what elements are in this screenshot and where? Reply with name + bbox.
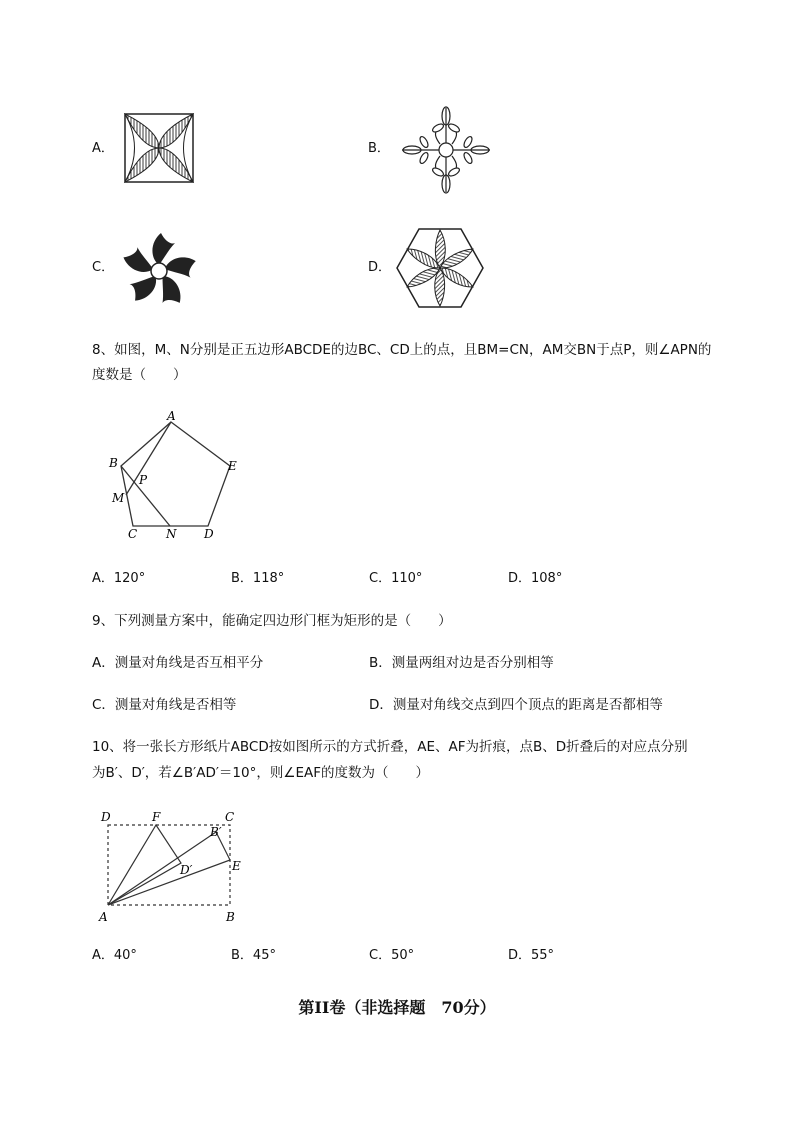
q10-stem-line2: 为B′、D′，若∠B′AD′＝10°，则∠EAF的度数为（ ）	[92, 765, 429, 781]
q8-stem-line2: 度数是（ ）	[92, 367, 187, 383]
q8-label-B: B	[109, 456, 118, 470]
q9-option-d: D．测量对角线交点到四个顶点的距离是否都相等	[369, 697, 663, 713]
q10-label-A: A	[99, 910, 108, 924]
q10-label-Dprime: D′	[180, 863, 193, 877]
q8-label-A: A	[167, 409, 176, 423]
q8-label-C: C	[128, 527, 138, 541]
q8-option-a: A．120°	[92, 571, 146, 586]
q10-label-C: C	[225, 810, 235, 824]
q7-option-c-figure	[117, 229, 201, 313]
q9-option-a: A．测量对角线是否互相平分	[92, 655, 264, 671]
q7-option-a-label: A．	[92, 141, 114, 156]
section2-title: 第II卷（非选择题 70分）	[298, 998, 496, 1017]
q8-label-P: P	[139, 473, 148, 487]
q7-option-d-label: D．	[368, 260, 392, 275]
q10-option-d: D．55°	[508, 948, 555, 963]
q8-label-M: M	[112, 491, 125, 505]
q8-label-N: N	[166, 527, 177, 541]
q10-label-D: D	[101, 810, 111, 824]
q10-label-B: B	[226, 910, 235, 924]
q8-stem-line1: 8、如图，M、N分别是正五边形ABCDE的边BC、CD上的点，且BM=CN，AM交BN于点P，则∠APN的	[92, 342, 712, 358]
q10-option-c: C．50°	[369, 948, 415, 963]
q10-option-a: A．40°	[92, 948, 137, 963]
q8-option-c: C．110°	[369, 571, 423, 586]
q10-label-E: E	[232, 859, 241, 873]
q8-label-E: E	[228, 459, 237, 473]
q10-label-Bprime: B′	[210, 825, 222, 839]
q10-rectangle-figure	[98, 808, 248, 923]
q7-option-b-figure	[398, 102, 494, 198]
q9-option-c: C．测量对角线是否相等	[92, 697, 237, 713]
q8-label-D: D	[204, 527, 214, 541]
q7-option-a-figure	[124, 113, 194, 183]
q9-stem: 9、下列测量方案中，能确定四边形门框为矩形的是（ ）	[92, 613, 452, 629]
q7-option-d-figure	[395, 227, 485, 309]
q7-option-b-label: B．	[368, 141, 390, 156]
q7-option-c-label: C．	[92, 260, 115, 275]
q8-option-b: B．118°	[231, 571, 285, 586]
q10-option-b: B．45°	[231, 948, 276, 963]
q10-stem-line1: 10、将一张长方形纸片ABCD按如图所示的方式折叠，AE、AF为折痕，点B、D折叠后的对应点分别	[92, 739, 688, 755]
q10-label-F: F	[152, 810, 161, 824]
q8-option-d: D．108°	[508, 571, 563, 586]
q8-pentagon-figure	[106, 410, 246, 545]
q9-option-b: B．测量两组对边是否分别相等	[369, 655, 554, 671]
